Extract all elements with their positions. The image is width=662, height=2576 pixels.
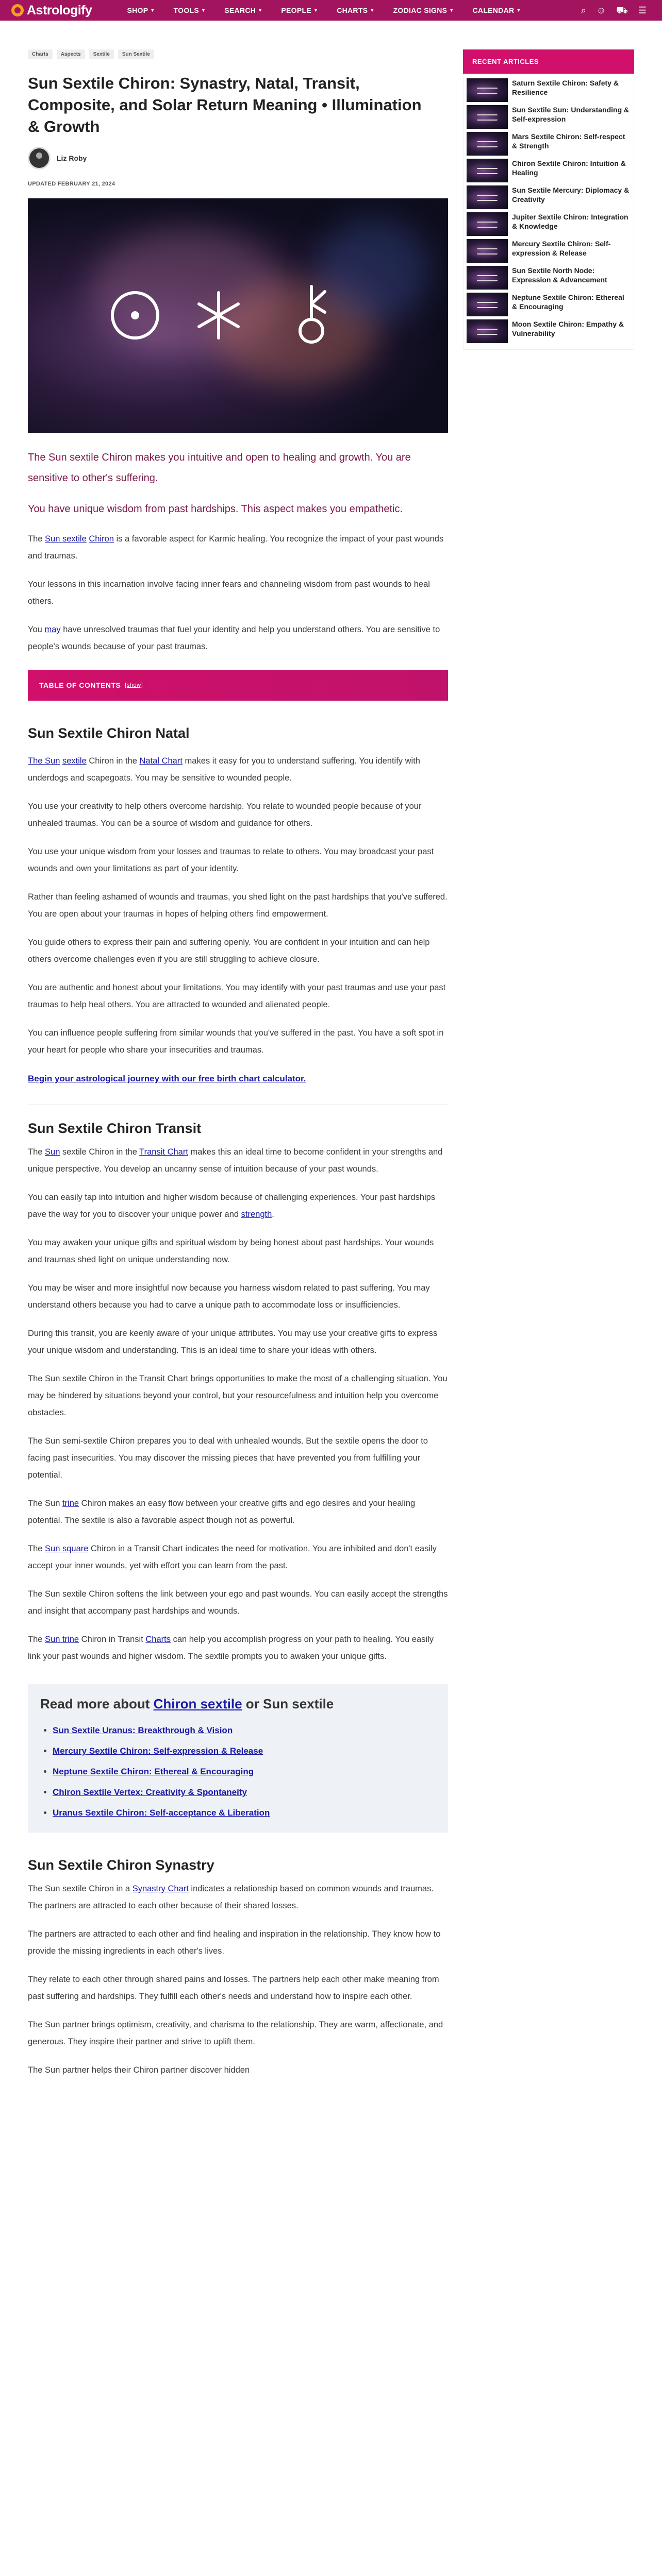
article-thumbnail[interactable]	[467, 105, 508, 129]
article-thumbnail[interactable]	[467, 319, 508, 343]
link-sextile[interactable]: sextile	[62, 756, 87, 766]
read-more-link[interactable]: Sun Sextile Uranus: Breakthrough & Vision	[53, 1725, 233, 1735]
nav-tools[interactable]	[174, 6, 206, 14]
sun-symbol-icon	[112, 293, 158, 338]
text: Chiron in Transit	[79, 1635, 146, 1644]
read-more-heading	[40, 1696, 436, 1712]
natal-paragraph: Rather than feeling ashamed of wounds and traumas, you shed light on the past hardships that you've suffered. You are open about your traumas in hopes of helping others find empowerment.	[28, 892, 448, 919]
chevron-down-icon: ▼	[258, 8, 263, 13]
menu-icon[interactable]: ☰	[638, 5, 647, 15]
recent-article-title[interactable]: Jupiter Sextile Chiron: Integration & Knowledge	[512, 213, 628, 230]
nav-zodiac-label: ZODIAC SIGNS	[393, 6, 448, 14]
read-more-box	[28, 1684, 448, 1833]
recent-article-item[interactable]	[467, 266, 631, 286]
nav-zodiac-signs[interactable]	[393, 6, 454, 14]
transit-paragraph: You may be wiser and more insightful now because you harness wisdom related to past suffering. You may understand others because you had to carve a unique path to accommodate loss or insufficiencies.	[28, 1283, 430, 1310]
text: is a favorable aspect for Karmic healing. You recognize the impact of your past wounds and traumas.	[28, 534, 444, 561]
nav-calendar-label: CALENDAR	[472, 6, 515, 14]
link-sun[interactable]: Sun	[45, 1147, 60, 1157]
chevron-down-icon: ▼	[201, 8, 206, 13]
link-the-sun[interactable]: The Sun	[28, 756, 60, 766]
nav-search[interactable]	[224, 6, 262, 14]
intro-paragraph	[28, 621, 448, 655]
text: or Sun sextile	[242, 1696, 334, 1711]
breadcrumb-item[interactable]: Charts	[28, 49, 53, 59]
article-thumbnail[interactable]	[467, 159, 508, 182]
top-icons	[571, 5, 647, 15]
recent-article-item[interactable]	[467, 212, 631, 233]
text: The Sun sextile Chiron in a	[28, 1884, 133, 1893]
text: Chiron in the	[86, 756, 140, 766]
read-more-link[interactable]: Chiron Sextile Vertex: Creativity & Spontaneity	[53, 1787, 247, 1797]
natal-paragraph: You are authentic and honest about your limitations. You may identify with your past traumas and use your past traumas to help heal others. You are attracted to wounded and alienated people.	[28, 983, 446, 1009]
nav-search-label: SEARCH	[224, 6, 256, 14]
list-item	[53, 1761, 436, 1782]
page-title: Sun Sextile Chiron: Synastry, Natal, Transit, Composite, and Solar Return Meaning • Illumination & Growth	[28, 74, 422, 135]
transit-paragraph	[28, 1495, 448, 1529]
recent-article-item[interactable]	[467, 78, 631, 99]
link-synastry-chart[interactable]: Synastry Chart	[132, 1884, 189, 1893]
nav-shop-label: SHOP	[127, 6, 148, 14]
text: The	[28, 1635, 45, 1644]
text: can help you accomplish progress on your path to healing. You easily link your past wounds and higher wisdom. The sextile prompts you to awaken your unique gifts.	[28, 1635, 434, 1661]
text: You can easily tap into intuition and higher wisdom because of challenging experiences. Your past hardships pave the way for you to discover your unique power and	[28, 1193, 436, 1219]
breadcrumb-item[interactable]: Sun Sextile	[118, 49, 154, 59]
text: The Sun	[28, 1499, 62, 1508]
article-thumbnail[interactable]	[467, 239, 508, 263]
article-thumbnail[interactable]	[467, 185, 508, 209]
article-thumbnail[interactable]	[467, 266, 508, 290]
lede-paragraph: The Sun sextile Chiron makes you intuitive and open to healing and growth. You are sensitive to other's suffering.	[28, 452, 411, 484]
list-item	[53, 1803, 436, 1823]
toc-show-toggle[interactable]: [show]	[125, 682, 143, 688]
synastry-paragraph	[28, 1880, 448, 1914]
recent-article-item[interactable]	[467, 159, 631, 179]
birth-chart-cta	[28, 1070, 448, 1087]
text: Read more about	[40, 1696, 154, 1711]
article-thumbnail[interactable]	[467, 78, 508, 102]
top-navbar	[0, 0, 662, 21]
intro-paragraph	[28, 531, 448, 565]
text: Chiron makes an easy flow between your creative gifts and ego desires and your healing potential. The sextile is also a favorable aspect though not as powerful.	[28, 1499, 416, 1525]
text: The	[28, 1544, 45, 1553]
read-more-link[interactable]: Uranus Sextile Chiron: Self-acceptance & Liberation	[53, 1808, 270, 1818]
chevron-down-icon: ▼	[516, 8, 521, 13]
table-of-contents[interactable]	[28, 670, 448, 701]
link-natal-chart[interactable]: Natal Chart	[139, 756, 183, 766]
transit-paragraph	[28, 1189, 448, 1223]
nav-charts[interactable]	[337, 6, 374, 14]
synastry-paragraph: The Sun partner helps their Chiron partner discover hidden	[28, 2065, 250, 2075]
site-logo[interactable]	[11, 3, 92, 18]
synastry-paragraph: The partners are attracted to each other and find healing and inspiration in the relationship. They know how to provide the missing ingredients in each other's lives.	[28, 1929, 441, 1956]
toc-label: TABLE OF CONTENTS	[39, 681, 121, 689]
recent-article-item[interactable]	[467, 239, 631, 260]
cart-icon[interactable]: ⛟	[616, 5, 628, 15]
chevron-down-icon: ▼	[449, 8, 454, 13]
search-icon[interactable]: ⌕	[581, 5, 586, 15]
chevron-down-icon: ▼	[370, 8, 375, 13]
main-nav	[118, 6, 530, 14]
recent-article-title[interactable]: Neptune Sextile Chiron: Ethereal & Encouraging	[512, 293, 624, 311]
user-icon[interactable]: ☺	[596, 5, 606, 15]
sextile-symbol-icon	[199, 293, 238, 338]
natal-paragraph: You use your creativity to help others overcome hardship. You relate to wounded people because of your unhealed traumas. You can be a source of wisdom and guidance for others.	[28, 802, 422, 828]
article-thumbnail[interactable]	[467, 132, 508, 156]
text: The	[28, 1147, 45, 1157]
transit-paragraph	[28, 1144, 448, 1178]
brand-name: Astrologify	[27, 3, 92, 18]
read-more-list	[40, 1720, 436, 1823]
section-heading-transit: Sun Sextile Chiron Transit	[28, 1121, 202, 1136]
read-more-link[interactable]: Mercury Sextile Chiron: Self-expression & Release	[53, 1746, 263, 1756]
chevron-down-icon: ▼	[150, 8, 155, 13]
chiron-symbol-icon	[300, 286, 325, 342]
nav-calendar[interactable]	[473, 6, 521, 14]
read-more-link[interactable]: Neptune Sextile Chiron: Ethereal & Encouraging	[53, 1767, 254, 1776]
recent-article-item[interactable]	[467, 132, 631, 152]
breadcrumb	[28, 49, 448, 59]
text: have unresolved traumas that fuel your identity and help you understand others. You are sensitive to people's wounds because of your past traumas.	[28, 625, 440, 651]
recent-article-title[interactable]: Mars Sextile Chiron: Self-respect & Strength	[512, 132, 625, 150]
list-item	[53, 1782, 436, 1803]
recent-article-item[interactable]	[467, 185, 631, 206]
article-thumbnail[interactable]	[467, 293, 508, 316]
lede-paragraph: You have unique wisdom from past hardships. This aspect makes you empathetic.	[28, 503, 403, 515]
synastry-paragraph: The Sun partner brings optimism, creativity, and charisma to the relationship. They are warm, affectionate, and generous. They inspire their partner and strive to uplift them.	[28, 2020, 443, 2046]
text: makes it easy for you to understand suffering. You identify with underdogs and scapegoats. You may be sensitive to wounded people.	[28, 756, 420, 783]
transit-paragraph	[28, 1631, 448, 1665]
text: .	[272, 1210, 274, 1219]
link-charts[interactable]: Charts	[145, 1635, 171, 1644]
author-name[interactable]: Liz Roby	[57, 154, 87, 162]
nav-people[interactable]	[281, 6, 318, 14]
article-thumbnail[interactable]	[467, 212, 508, 236]
list-item	[53, 1720, 436, 1741]
text: makes this an ideal time to become confident in your strengths and unique perspective. You develop an uncanny sense of intuition because of your past wounds.	[28, 1147, 443, 1174]
chevron-down-icon: ▼	[313, 8, 319, 13]
transit-paragraph: You may awaken your unique gifts and spiritual wisdom by being honest about past hardships. Your wounds and traumas shed light on unique understanding now.	[28, 1238, 434, 1264]
link-chiron[interactable]: Chiron	[89, 534, 114, 544]
breadcrumb-item[interactable]: Sextile	[89, 49, 114, 59]
recent-article-title[interactable]: Saturn Sextile Chiron: Safety & Resilience	[512, 79, 619, 96]
nav-people-label: PEOPLE	[281, 6, 311, 14]
sidebar-heading: RECENT ARTICLES	[463, 49, 634, 74]
list-item	[53, 1741, 436, 1761]
article-column	[28, 21, 448, 2079]
birth-chart-link[interactable]: Begin your astrological journey with our free birth chart calculator.	[28, 1074, 306, 1083]
recent-article-item[interactable]	[467, 105, 631, 126]
avatar[interactable]	[28, 147, 51, 170]
recent-article-title[interactable]: Sun Sextile North Node: Expression & Advancement	[512, 266, 607, 284]
natal-paragraph	[28, 753, 448, 787]
link-strength[interactable]: strength	[241, 1210, 272, 1219]
logo-icon	[11, 4, 24, 16]
intro-paragraph: Your lessons in this incarnation involve facing inner fears and channeling wisdom from past wounds to heal others.	[28, 580, 430, 606]
text: sextile Chiron in the	[60, 1147, 140, 1157]
section-heading-synastry: Sun Sextile Chiron Synastry	[28, 1857, 214, 1873]
recent-article-item[interactable]	[467, 293, 631, 313]
section-heading-natal: Sun Sextile Chiron Natal	[28, 725, 190, 741]
text: indicates a relationship based on common wounds and traumas. The partners are attracted to each other because of their shared losses.	[28, 1884, 434, 1910]
link-may[interactable]: may	[44, 625, 61, 634]
recent-article-title[interactable]: Sun Sextile Mercury: Diplomacy & Creativity	[512, 186, 630, 204]
text: You	[28, 625, 45, 634]
transit-paragraph: The Sun sextile Chiron softens the link between your ego and past wounds. You can easily accept the strengths and insight that accompany past hardships and wounds.	[28, 1589, 448, 1616]
natal-paragraph: You can influence people suffering from similar wounds that you've suffered in the past. You have a soft spot in your heart for people who share your insecurities and traumas.	[28, 1028, 444, 1055]
transit-paragraph: The Sun semi-sextile Chiron prepares you to deal with unhealed wounds. But the sextile opens the door to facing past insecurities. You may discover the missing pieces that have prevented you from fulfilling your potential.	[28, 1436, 428, 1480]
synastry-paragraph: They relate to each other through shared pains and losses. The partners help each other make meaning from past suffering and hardships. They fulfill each other's needs and understand how to inspire each other.	[28, 1975, 439, 2001]
link-transit-chart[interactable]: Transit Chart	[139, 1147, 188, 1157]
natal-paragraph: You use your unique wisdom from your losses and traumas to relate to others. You may broadcast your past wounds and own your limitations as part of your identity.	[28, 847, 434, 873]
text: Chiron in a Transit Chart indicates the need for motivation. You are inhibited and don't easily accept your inner wounds, yet with effort you can learn from the past.	[28, 1544, 437, 1570]
nav-shop[interactable]	[127, 6, 155, 14]
recent-article-title[interactable]: Mercury Sextile Chiron: Self-expression & Release	[512, 240, 611, 257]
transit-paragraph: The Sun sextile Chiron in the Transit Chart brings opportunities to make the most of a challenging situation. You may be hindered by situations beyond your control, but your resourcefulness and intuition help you overcome obstacles.	[28, 1374, 448, 1417]
link-trine[interactable]: trine	[62, 1499, 79, 1508]
sidebar	[463, 49, 634, 350]
link-sun-trine[interactable]: Sun trine	[45, 1635, 79, 1644]
text: The	[28, 534, 45, 544]
hero-image	[28, 198, 448, 433]
transit-paragraph	[28, 1540, 448, 1574]
link-sun-sextile[interactable]: Sun sextile	[45, 534, 87, 544]
astro-symbols	[105, 283, 373, 350]
recent-article-title[interactable]: Sun Sextile Sun: Understanding & Self-expression	[512, 106, 630, 123]
recent-articles-list	[463, 74, 634, 350]
recent-article-title[interactable]: Moon Sextile Chiron: Empathy & Vulnerability	[512, 320, 624, 337]
recent-article-item[interactable]	[467, 319, 631, 340]
link-sun-square[interactable]: Sun square	[45, 1544, 89, 1553]
author-block	[28, 147, 448, 170]
recent-article-title[interactable]: Chiron Sextile Chiron: Intuition & Healing	[512, 159, 626, 177]
natal-paragraph: You guide others to express their pain and suffering openly. You are confident in your intuition and can help others overcome challenges even if you are still struggling to achieve closure.	[28, 938, 430, 964]
updated-date: UPDATED FEBRUARY 21, 2024	[28, 181, 115, 187]
nav-tools-label: TOOLS	[173, 6, 200, 14]
breadcrumb-item[interactable]: Aspects	[57, 49, 85, 59]
transit-paragraph: During this transit, you are keenly aware of your unique attributes. You may use your creative gifts to express your unique wisdom and understanding. This is an ideal time to share your ideas with others.	[28, 1329, 438, 1355]
link-chiron-sextile[interactable]: Chiron sextile	[153, 1696, 242, 1711]
nav-charts-label: CHARTS	[337, 6, 368, 14]
